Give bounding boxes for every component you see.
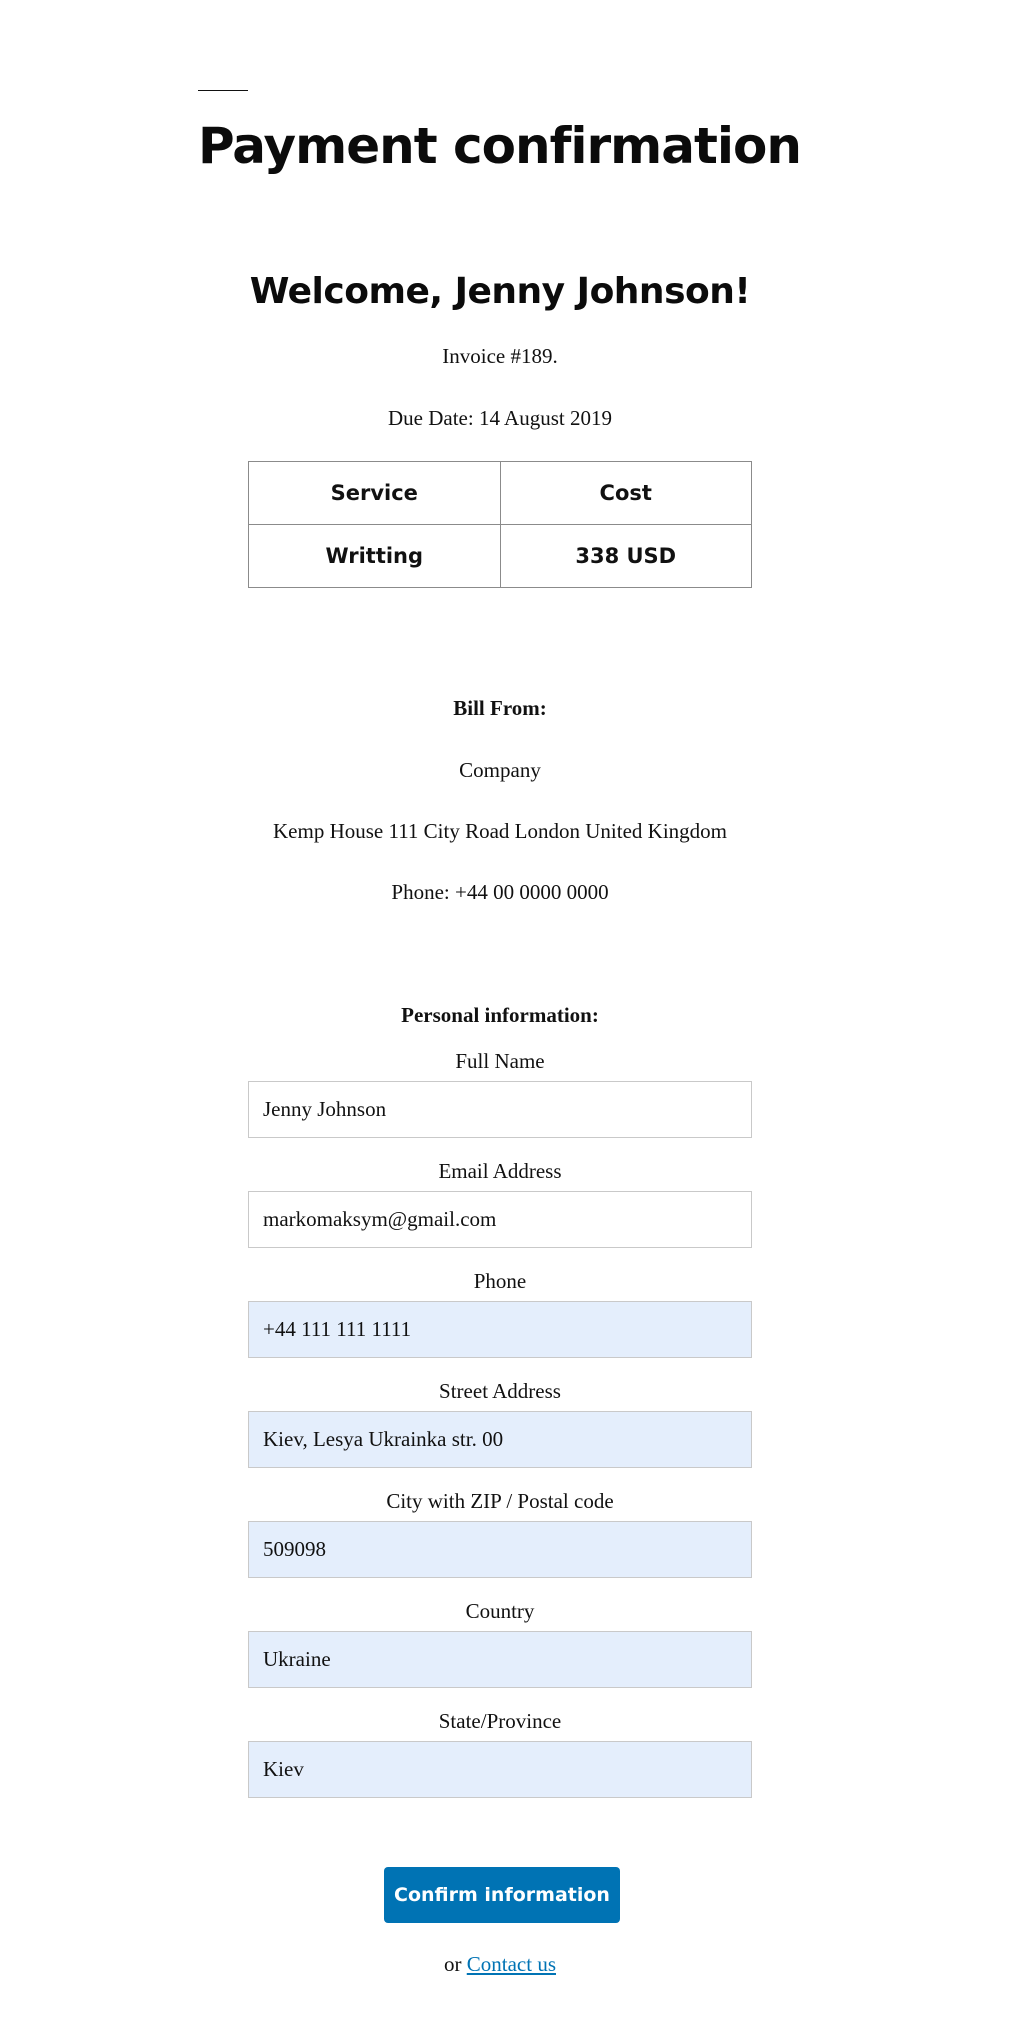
- city-postal-input[interactable]: [248, 1521, 752, 1578]
- street-address-label: Street Address: [439, 1379, 561, 1403]
- invoice-content: [248, 0, 752, 2022]
- service-column-header: Service: [249, 462, 501, 525]
- state-province-field: [248, 1707, 752, 1798]
- email-address-field: [248, 1157, 752, 1248]
- bill-from-phone: Phone: +44 00 0000 0000: [391, 880, 609, 904]
- state-province-input[interactable]: [248, 1741, 752, 1798]
- table-header-row: [249, 462, 752, 525]
- full-name-input[interactable]: [248, 1081, 752, 1138]
- country-input[interactable]: [248, 1631, 752, 1688]
- street-address-field: [248, 1377, 752, 1468]
- phone-field: [248, 1267, 752, 1358]
- table-row: [249, 525, 752, 588]
- cost-column-header: Cost: [500, 462, 752, 525]
- email-address-label: Email Address: [438, 1159, 562, 1183]
- page-title: Payment confirmation: [198, 117, 801, 175]
- confirm-information-button[interactable]: Confirm information: [384, 1867, 620, 1923]
- street-address-input[interactable]: [248, 1411, 752, 1468]
- welcome-heading: Welcome, Jenny Johnson!: [249, 271, 751, 312]
- city-postal-field: [248, 1487, 752, 1578]
- bill-from-address: Kemp House 111 City Road London United Kingdom: [273, 819, 727, 843]
- country-field: [248, 1597, 752, 1688]
- state-province-label: State/Province: [438, 1709, 562, 1733]
- contact-line: [248, 1950, 752, 1978]
- title-divider: [198, 90, 248, 91]
- contact-us-link[interactable]: Contact us: [466, 1952, 556, 1976]
- personal-information-heading: Personal information:: [401, 1003, 599, 1027]
- full-name-label: Full Name: [455, 1049, 545, 1073]
- cost-cell: 338 USD: [500, 525, 752, 588]
- phone-input[interactable]: [248, 1301, 752, 1358]
- due-date: Due Date: 14 August 2019: [388, 406, 612, 430]
- or-text: or: [444, 1952, 462, 1976]
- email-address-input[interactable]: [248, 1191, 752, 1248]
- city-postal-label: City with ZIP / Postal code: [386, 1489, 614, 1513]
- bill-from-heading: Bill From:: [453, 696, 547, 720]
- full-name-field: [248, 1047, 752, 1138]
- phone-label: Phone: [473, 1269, 527, 1293]
- service-cost-table: [248, 461, 752, 588]
- invoice-number: Invoice #189.: [442, 344, 558, 368]
- service-cell: Writting: [249, 525, 501, 588]
- country-label: Country: [465, 1599, 535, 1623]
- bill-from-company: Company: [459, 758, 541, 782]
